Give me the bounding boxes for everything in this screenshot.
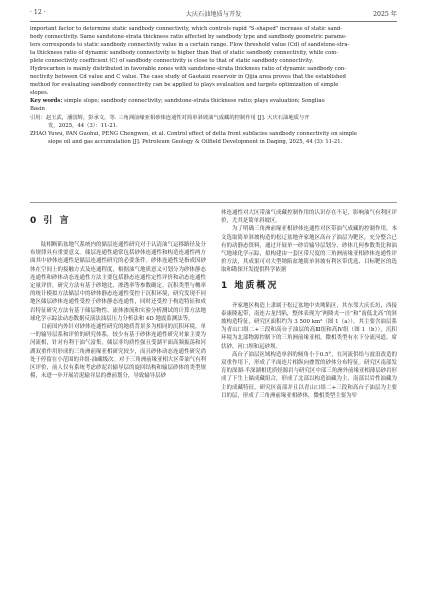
right-column <box>221 209 397 400</box>
abstract-line: plete connectivity coefficient (C) of sandbody connectivity is close to that of static sandbody connectivity. <box>30 58 314 65</box>
abstract-line: important factor to determine static sandbody connectivity, which controls rapid "S-shaped" increase of static sand- <box>30 26 343 32</box>
abstract-line: slopes. <box>30 90 49 97</box>
paragraph: 目前国内外针对砂体连通性研究的地质背景多为相同的沉积环境，单一的输导层系和评价的研究体系，较少有基于砂体连通性研究对象主要为河流相，针对有利于油气富集，储层非均质性强且受湖平面高频振荡和河湖双重作用形成的三角洲前缘亚相研究较少，而且砂体动态连通性研究尚处于停留在小范围的并组-油藏级次。对于三角洲前缘亚相大区带油气有利区评价，前人仅有系统考虑砂泥岩输导层的旋回结构和输层砂体的类型规模，未进一步开展岩泥输导层的叠前划分，导致输导层砂 <box>30 324 206 380</box>
abstract-line: nectivity between Cd value and C value. The case study of Gaotaizi reservoir in Qijia area proves that the established <box>30 74 346 81</box>
paragraph: 为了明确三角洲前缘亚相砂体连通性对区带油气成藏的控制作用，本文选取简单斜坡构造的松辽盆地齐家地区高台子油层为靶区，充分整合已有的动静态资料，通过开展单一砂岩输导层划分、砂体几何参数类比和油气地球化学示踪，拟构建由一套区带尺度的三角洲前缘亚相砂体连通性评价方法，其成果可对大型坳陷盆地简单斜坡有利区带优选、目标靶区的选取和勘探开发提供科学依据 <box>221 226 397 274</box>
abstract-line: ters corresponds to static sandbody connectivity value in a certain range. Flow threshold value (Cd) of sandstone-stra- <box>30 42 350 49</box>
section-title-intro: 0 引 言 <box>30 216 71 226</box>
section-title-geology: 1 地质概况 <box>221 280 279 291</box>
paragraph: 高台子油层区域构造单斜的倾角小于0.5°，在河流供给与波浪改造的双重作用下，形成了平面连片相纵向叠置的砂体分布特征。研究区南部发育的深湖-半深湖相优质烃源岩与研究区中部三角洲外前缘亚相薄层砂岩形成了下生上储成藏组合，形成了北部以构造油藏为主、南部以岩性油藏为主的成藏特征，研究区南部并且以青山口组二+三段和高台子油层为主要目的层，形成了三角洲前缘亚相砂体，微相类型主要为窄 <box>221 351 397 399</box>
header-rule <box>30 21 397 22</box>
running-header <box>30 9 397 21</box>
citation-en-1: ZHAO Yuwu, PAN Guohui, PENG Chengwen, et al. Control effect of delta front subfacies sandbody connectivity on simple <box>30 130 357 137</box>
abstract-line: method for evaluating sandbody connectivity can be applied to plays evaluation and targets optimization of simple <box>30 82 339 89</box>
paragraph: 陆相断陷盆地气系统内的储层连通性研究对于认清油气运移路径及分布规律具有重要意义。储层连通性通常包括砂体连通性和构造连通性两方面其中砂体连通性是储层连通性研究的必要条件。砂体连通性是指成因砂体在空间上的接触方式及连通程度，根据油气地质意义可划分为砂体静态连通性和砂体动态连通性方法主要包括静态连通性定性评价和动态连通性定量评价，研究方法有基于砂地比、渗透率等参数确定、沉积类型与概率的统计模拟方法储层中的砂体静态连通性受控于沉积环境，研究发现不同地区储层砂体连通性受控于砂体静态连通性，同时还受控于构造特征和成岩特征研究方法有基于储层物性、流体渗流和实验分析测试的计算方法地球化学示踪法动态数据反演法油层压力分析法和 4D 地震监测法等。 <box>30 242 206 322</box>
citation-en-2: slope oil and gas accumulation [J]. Petroleum Geology & Oilfield Development in Daqing, 2025, 44 (3): 11-21. <box>48 138 343 145</box>
citation-cn-1: 引用：赵玉武，潘国辉，彭承文，等. 三角洲前缘亚相砂体连通性对简单斜坡油气成藏的控制作用 [J]. 大庆石油地质与开 <box>30 114 310 121</box>
abstract-rule <box>30 202 397 203</box>
issue-year: 2025 年 <box>373 11 397 18</box>
abstract-line: ta thickness ratio of dynamic sandbody connectivity is higher than that of static sandbody connectivity, while com- <box>30 50 339 57</box>
keywords-label: Key words: <box>30 98 63 105</box>
journal-name: 大庆石油地质与开发 <box>185 11 242 18</box>
paragraph: 齐家地区构造上隶属于松辽盆地中央坳陷区，其东邻大庆长垣，西接泰康隆起带，南连古龙凹陷，整体表现为“两隆夹一洼”和“南低北高”的斜坡构造特征，研究区面积约为 3 500 km²（图 1（a））。其主要含油层系为青山口组二+三段和高台子油层的高Ⅲ组和高Ⅳ组（图 1（b）），沉积环境为北部物源控制下的三角洲前缘亚相，微相类型有水下分流河道、席状砂、河口坝和远砂坝。 <box>221 302 397 350</box>
left-column <box>30 209 206 380</box>
abstract-block <box>30 25 397 146</box>
page-number: · 12 · <box>30 9 46 16</box>
keywords <box>30 97 397 105</box>
abstract-line: Hydrocarbon is mainly distributed in favorable zones with sandstone-strata thickness ratio of dynamic sandbody con- <box>30 66 347 73</box>
keywords-cont: Basin <box>30 106 45 113</box>
abstract-line: body connectivity. Same sandstone-strata thickness ratio affected by sandbody type and sandbody geometric parame- <box>30 34 347 41</box>
paragraph: 体连通性对大区带油气成藏控制作用的认识存在不足，影响油气有利区评价，尤其是简单斜坡区。 <box>221 210 397 225</box>
citation-cn-2: 发，2025，44（3）：11-21. <box>48 122 118 129</box>
keywords-text: simple slope; sandbody connectivity; sandstone-strata thickness ratio; plays evaluation; Songliao <box>64 98 325 105</box>
